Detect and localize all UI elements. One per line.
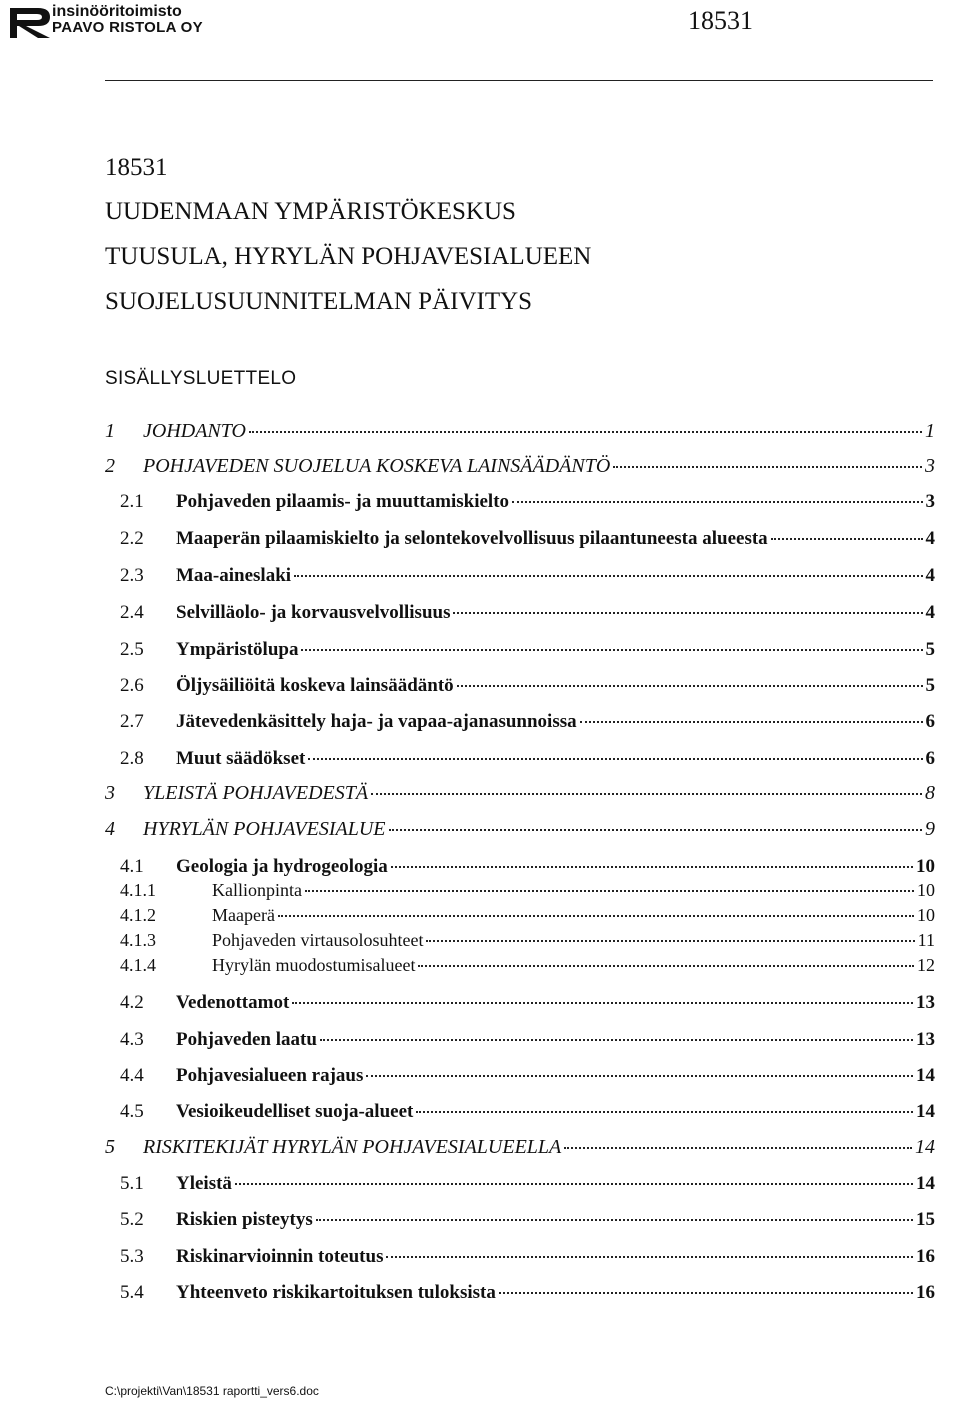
- toc-entry-page: 6: [925, 748, 935, 769]
- toc-leader-dots: [391, 866, 913, 868]
- toc-entry-number: 4.4: [120, 1065, 144, 1086]
- toc-leader-dots: [235, 1183, 913, 1185]
- toc-entry-page: 14: [915, 1136, 935, 1158]
- toc-entry-page: 12: [917, 955, 935, 975]
- toc-entry-label: Riskien pisteytys: [176, 1209, 313, 1230]
- toc-entry-page: 10: [917, 880, 935, 900]
- toc-heading: SISÄLLYSLUETTELO: [105, 368, 297, 389]
- toc-entry-page: 14: [916, 1065, 935, 1086]
- toc-entry-label: Pohjaveden virtausolosuhteet: [212, 930, 424, 950]
- toc-entry-page: 3: [925, 491, 935, 512]
- toc-entry[interactable]: [120, 1065, 935, 1087]
- toc-entry[interactable]: [105, 455, 935, 478]
- toc-entry[interactable]: [120, 675, 935, 697]
- toc-entry-number: 4.1.3: [120, 930, 156, 950]
- toc-entry-number: 2.5: [120, 639, 144, 660]
- toc-entry-page: 14: [916, 1101, 935, 1122]
- toc-entry-number: 2.2: [120, 528, 144, 549]
- toc-entry-number: 2.1: [120, 491, 144, 512]
- toc-entry-page: 14: [916, 1173, 935, 1194]
- toc-entry-page: 8: [925, 782, 935, 804]
- toc-entry-label: Riskinarvioinnin toteutus: [176, 1246, 384, 1267]
- toc-entry[interactable]: [105, 818, 935, 841]
- toc-entry-number: 2.4: [120, 602, 144, 623]
- toc-leader-dots: [416, 1111, 913, 1113]
- toc-entry-label: Vesioikeudelliset suoja-alueet: [176, 1101, 414, 1122]
- toc-entry-label: Selvilläolo- ja korvausvelvollisuus: [176, 602, 451, 623]
- toc-entry-label: Muut säädökset: [176, 748, 306, 769]
- toc-entry-page: 13: [916, 1029, 935, 1050]
- toc-entry[interactable]: [105, 782, 935, 805]
- toc-entry[interactable]: [120, 602, 935, 624]
- toc-entry-label: JOHDANTO: [143, 420, 246, 442]
- toc-leader-dots: [316, 1219, 913, 1221]
- toc-entry-number: 2.8: [120, 748, 144, 769]
- toc-entry-page: 11: [917, 930, 935, 950]
- toc-leader-dots: [771, 538, 923, 540]
- toc-entry-label: Hyrylän muodostumisalueet: [212, 955, 416, 975]
- header-divider: [105, 80, 933, 81]
- toc-entry-page: 5: [925, 675, 935, 696]
- title-line-1: UUDENMAAN YMPÄRISTÖKESKUS: [105, 198, 516, 225]
- toc-entry-number: 4.2: [120, 992, 144, 1013]
- toc-entry-number: 2.7: [120, 711, 144, 732]
- toc-entry[interactable]: [105, 1136, 935, 1159]
- toc-entry[interactable]: [120, 1029, 935, 1051]
- toc-leader-dots: [249, 431, 922, 433]
- toc-entry[interactable]: [120, 856, 935, 878]
- logo-r-mark-icon: [10, 6, 56, 38]
- footer-file-path: C:\projekti\Van\18531 raportti_vers6.doc: [105, 1384, 319, 1398]
- toc-leader-dots: [305, 890, 914, 892]
- toc-leader-dots: [512, 501, 922, 503]
- toc-entry[interactable]: [120, 491, 935, 513]
- toc-leader-dots: [418, 965, 914, 967]
- toc-entry-page: 13: [916, 992, 935, 1013]
- toc-entry[interactable]: [120, 639, 935, 661]
- title-line-2: TUUSULA, HYRYLÄN POHJAVESIALUEEN: [105, 243, 592, 270]
- toc-entry-label: Ympäristölupa: [176, 639, 299, 660]
- toc-entry-number: 5.4: [120, 1282, 144, 1303]
- toc-entry-label: Öljysäiliöitä koskeva lainsäädäntö: [176, 675, 454, 696]
- toc-leader-dots: [564, 1147, 912, 1149]
- toc-entry-label: HYRYLÄN POHJAVESIALUE: [143, 818, 386, 840]
- logo-line1: insinööritoimisto: [52, 3, 182, 20]
- toc-entry-label: RISKITEKIJÄT HYRYLÄN POHJAVESIALUEELLA: [143, 1136, 562, 1158]
- toc-entry[interactable]: [120, 955, 935, 976]
- toc-leader-dots: [308, 758, 922, 760]
- toc-entry-page: 4: [925, 565, 935, 586]
- toc-entry-page: 4: [925, 528, 935, 549]
- toc-leader-dots: [426, 940, 914, 942]
- header-project-number: 18531: [688, 6, 753, 35]
- toc-leader-dots: [389, 829, 922, 831]
- toc-entry-page: 10: [917, 905, 935, 925]
- toc-leader-dots: [453, 612, 922, 614]
- toc-entry[interactable]: [120, 992, 935, 1014]
- toc-entry-label: Yleistä: [176, 1173, 232, 1194]
- toc-entry-label: YLEISTÄ POHJAVEDESTÄ: [143, 782, 369, 804]
- toc-entry[interactable]: [120, 565, 935, 587]
- toc-entry-page: 3: [925, 455, 935, 477]
- toc-leader-dots: [292, 1002, 913, 1004]
- toc-entry-label: Yhteenveto riskikartoituksen tuloksista: [176, 1282, 496, 1303]
- toc-entry[interactable]: [120, 1173, 935, 1195]
- toc-leader-dots: [294, 575, 922, 577]
- toc-entry-label: Jätevedenkäsittely haja- ja vapaa-ajanasunnoissa: [176, 711, 577, 732]
- toc-entry-page: 15: [916, 1209, 935, 1230]
- toc-leader-dots: [371, 793, 922, 795]
- toc-entry-number: 4.1.4: [120, 955, 156, 975]
- toc-entry-label: Kallionpinta: [212, 880, 302, 900]
- title-line-3: SUOJELUSUUNNITELMAN PÄIVITYS: [105, 288, 533, 315]
- toc-entry-number: 3: [105, 782, 115, 804]
- toc-entry[interactable]: [120, 880, 935, 901]
- toc-entry-number: 5.2: [120, 1209, 144, 1230]
- toc-entry-label: Maaperän pilaamiskielto ja selontekovelvollisuus pilaantuneesta alueesta: [176, 528, 768, 549]
- toc-entry-number: 4.5: [120, 1101, 144, 1122]
- toc-entry[interactable]: [120, 528, 935, 550]
- toc-entry-page: 4: [925, 602, 935, 623]
- toc-entry-page: 9: [925, 818, 935, 840]
- toc-entry-number: 5: [105, 1136, 115, 1158]
- toc-entry-number: 1: [105, 420, 115, 442]
- toc-entry[interactable]: [120, 711, 935, 733]
- toc-entry[interactable]: [120, 930, 935, 951]
- toc-entry-label: Pohjaveden laatu: [176, 1029, 317, 1050]
- toc-entry[interactable]: [120, 748, 935, 770]
- toc-entry-label: Pohjaveden pilaamis- ja muuttamiskielto: [176, 491, 510, 512]
- toc-leader-dots: [301, 649, 922, 651]
- toc-entry-number: 5.3: [120, 1246, 144, 1267]
- toc-entry-number: 4: [105, 818, 115, 840]
- toc-entry-label: Geologia ja hydrogeologia: [176, 856, 388, 877]
- toc-entry[interactable]: [120, 1209, 935, 1231]
- logo-text: [52, 4, 203, 36]
- project-number: 18531: [105, 154, 168, 181]
- toc-entry-number: 4.1.2: [120, 905, 156, 925]
- logo-line2: PAAVO RISTOLA OY: [52, 19, 203, 36]
- toc-entry[interactable]: [120, 1101, 935, 1123]
- toc-entry-page: 16: [916, 1282, 935, 1303]
- toc-entry-label: Maaperä: [212, 905, 275, 925]
- toc-entry-page: 1: [925, 420, 935, 442]
- toc-entry-page: 16: [916, 1246, 935, 1267]
- toc-leader-dots: [278, 915, 914, 917]
- toc-entry[interactable]: [120, 905, 935, 926]
- company-logo: [10, 4, 340, 40]
- toc-entry-label: Pohjavesialueen rajaus: [176, 1065, 364, 1086]
- toc-leader-dots: [580, 721, 923, 723]
- toc-entry-page: 6: [925, 711, 935, 732]
- toc-leader-dots: [386, 1256, 913, 1258]
- toc-leader-dots: [613, 466, 922, 468]
- toc-entry-number: 4.1: [120, 856, 144, 877]
- toc-entry[interactable]: [105, 420, 935, 443]
- toc-leader-dots: [320, 1039, 913, 1041]
- toc-entry-number: 5.1: [120, 1173, 144, 1194]
- toc-entry-number: 2.3: [120, 565, 144, 586]
- toc-leader-dots: [366, 1075, 913, 1077]
- toc-entry-label: Vedenottamot: [176, 992, 290, 1013]
- toc-entry-number: 4.1.1: [120, 880, 156, 900]
- toc-leader-dots: [457, 685, 923, 687]
- toc-entry-number: 2.6: [120, 675, 144, 696]
- toc-entry-page: 5: [925, 639, 935, 660]
- toc-entry-label: POHJAVEDEN SUOJELUA KOSKEVA LAINSÄÄDÄNTÖ: [143, 455, 611, 477]
- toc-entry-page: 10: [916, 856, 935, 877]
- toc-entry[interactable]: [120, 1246, 935, 1268]
- toc-entry-number: 2: [105, 455, 115, 477]
- toc-entry-number: 4.3: [120, 1029, 144, 1050]
- toc-entry-label: Maa-aineslaki: [176, 565, 292, 586]
- toc-leader-dots: [499, 1292, 913, 1294]
- toc-entry[interactable]: [120, 1282, 935, 1304]
